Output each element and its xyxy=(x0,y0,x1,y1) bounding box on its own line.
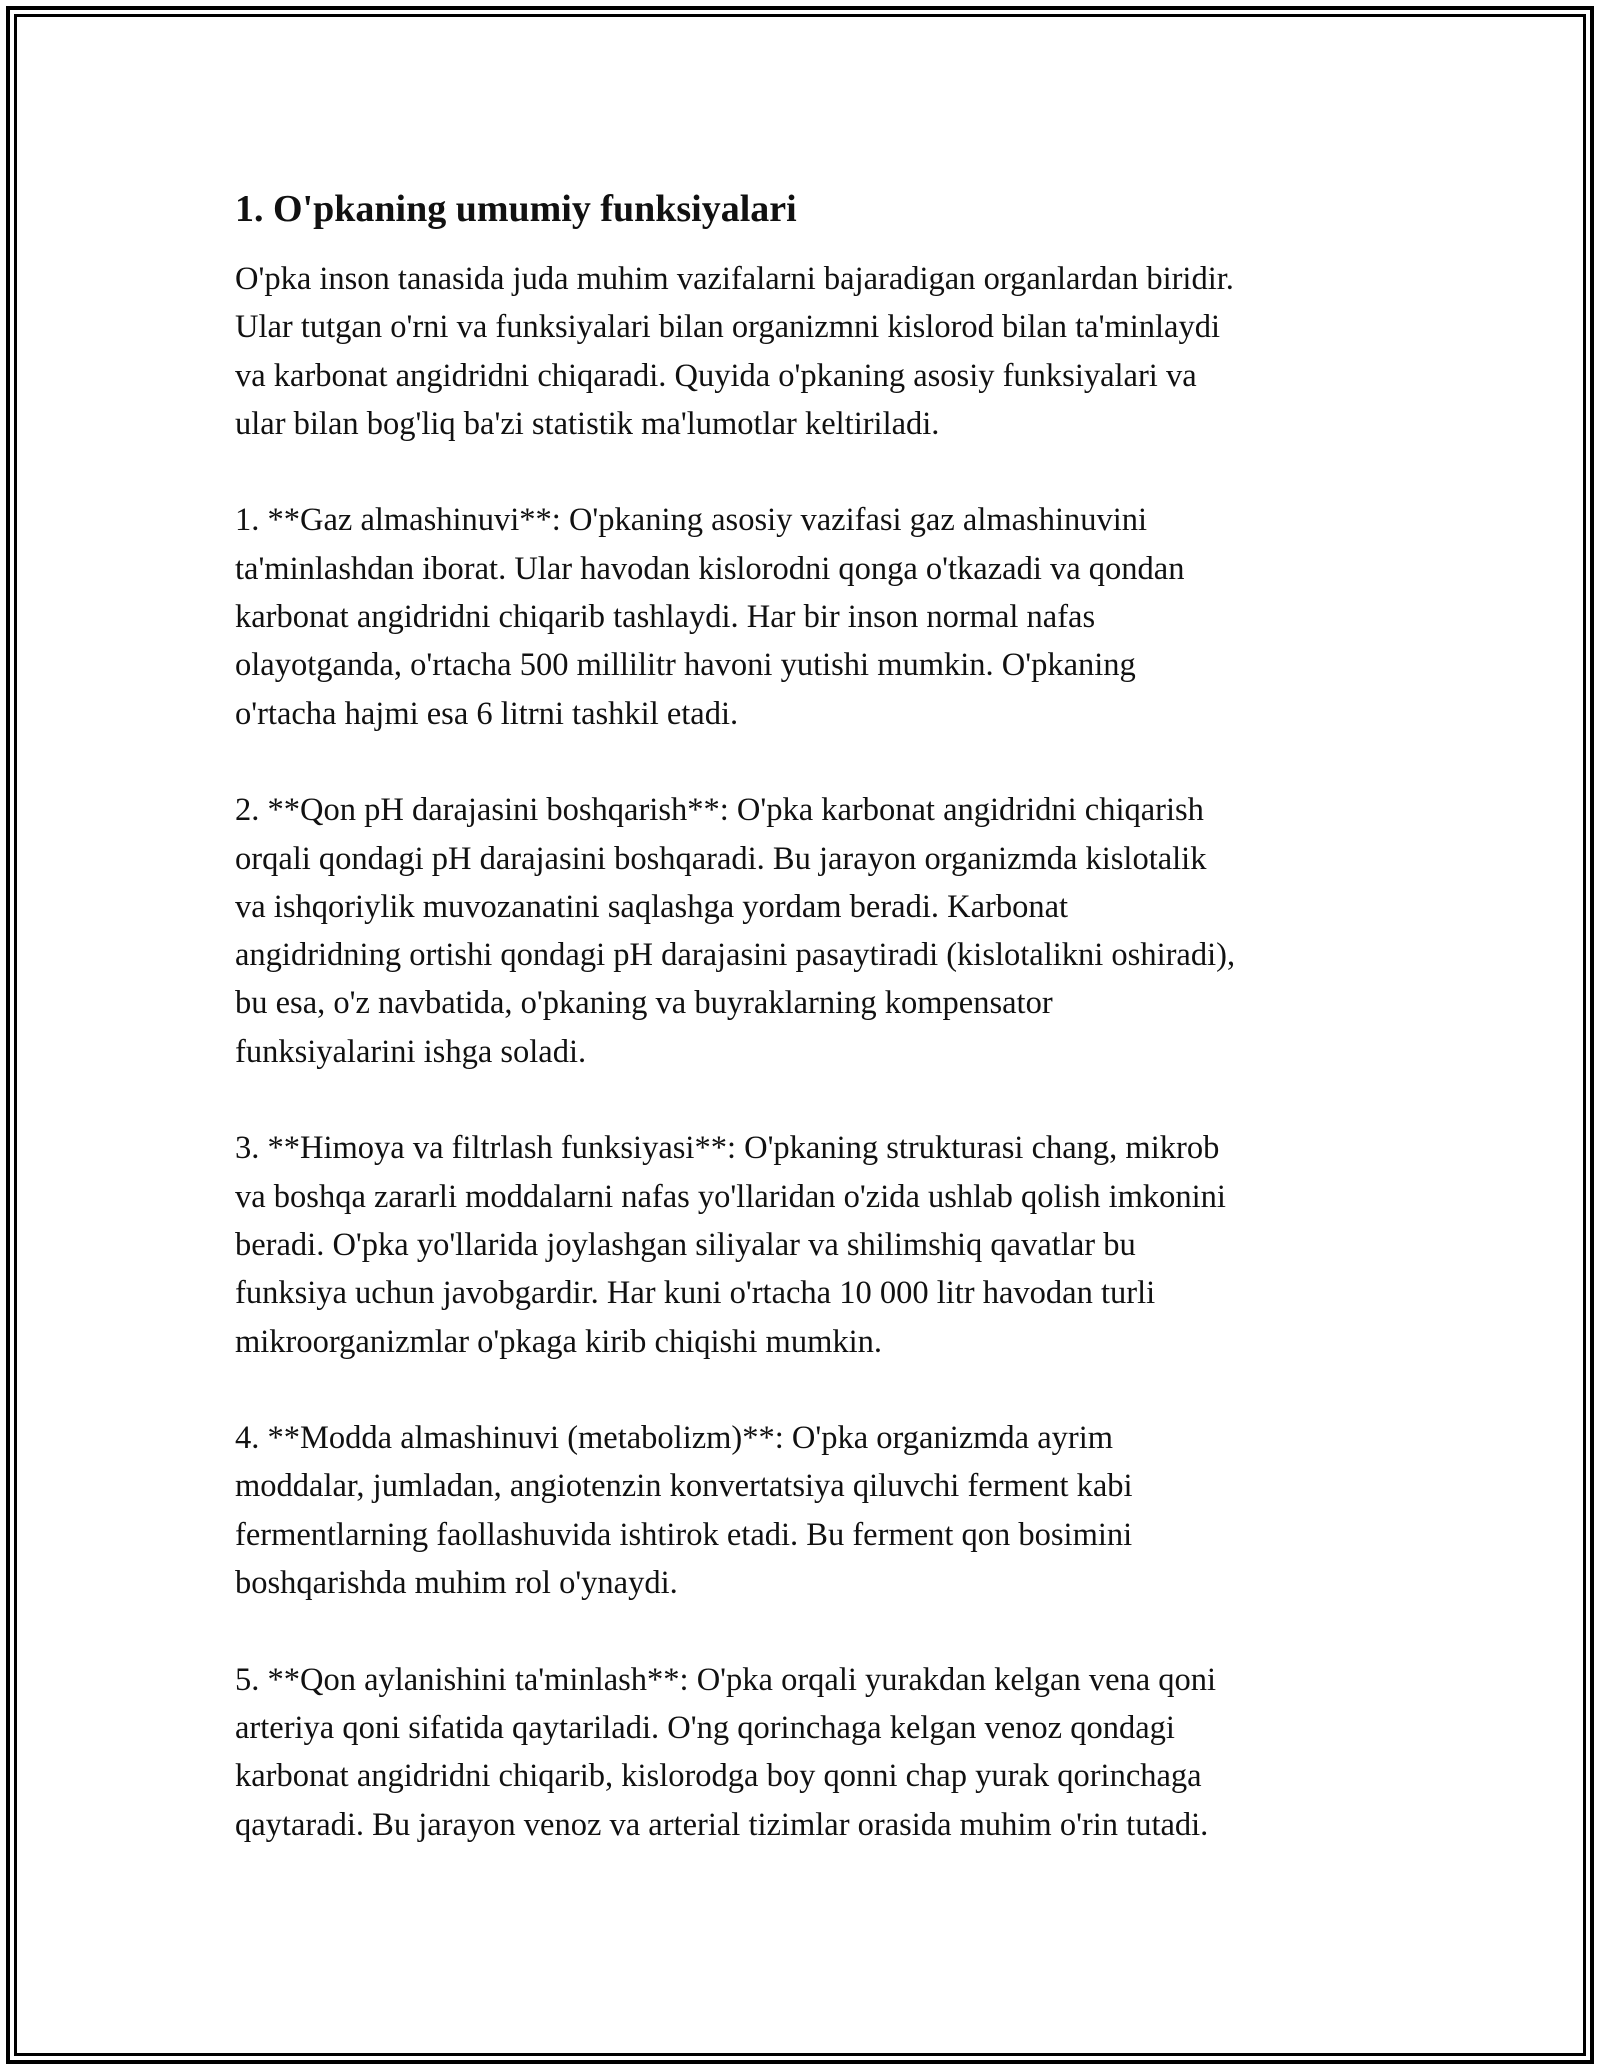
paragraph-spacer xyxy=(235,738,1375,786)
paragraph-spacer xyxy=(235,1607,1375,1655)
paragraph-spacer xyxy=(235,1366,1375,1414)
paragraph-spacer xyxy=(235,448,1375,496)
intro-paragraph: O'pka inson tanasida juda muhim vazifalarni bajaradigan organlardan biridir. Ular tutgan o'rni va funksiyalari bilan organizmni kislorod bilan ta'minlaydi va karbonat angidridni chiqaradi. Quyida o'pkaning asosiy funksiyalari va ular bilan bog'liq ba'zi statistik ma'lumotlar keltiriladi. xyxy=(235,261,1234,442)
item-metabolism: 4. **Modda almashinuvi (metabolizm)**: O'pka organizmda ayrim moddalar, jumladan, angiotenzin konvertatsiya qiluvchi ferment kabi fermentlarning faollashuvida ishtirok etadi. Bu ferment qon bosimini boshqarishda muhim rol o'ynaydi. xyxy=(235,1420,1133,1602)
document-body xyxy=(235,185,1375,1849)
item-protection-filtration: 3. **Himoya va filtrlash funksiyasi**: O'pkaning strukturasi chang, mikrob va boshqa zararli moddalarni nafas yo'llaridan o'zida ushlab qolish imkonini beradi. O'pka yo'llarida joylashgan siliyalar va shilimshiq qavatlar bu funksiya uchun javobgardir. Har kuni o'rtacha 10 000 litr havodan turli mikroorganizmlar o'pkaga kirib chiqishi mumkin. xyxy=(235,1130,1226,1360)
section-heading: 1. O'pkaning umumiy funksiyalari xyxy=(235,188,797,230)
paragraph-spacer xyxy=(235,1076,1375,1124)
item-circulation: 5. **Qon aylanishini ta'minlash**: O'pka orqali yurakdan kelgan vena qoni arteriya qoni sifatida qaytariladi. O'ng qorinchaga kelgan venoz qondagi karbonat angidridni chiqarib, kislorodga boy qonni chap yurak qorinchaga qaytaradi. Bu jarayon venoz va arterial tizimlar orasida muhim o'rin tutadi. xyxy=(235,1661,1217,1843)
item-blood-ph: 2. **Qon pH darajasini boshqarish**: O'pka karbonat angidridni chiqarish orqali qondagi pH darajasini boshqaradi. Bu jarayon organizmda kislotalik va ishqoriylik muvozanatini saqlashga yordam beradi. Karbonat angidridning ortishi qondagi pH darajasini pasaytiradi (kislotalikni oshiradi), bu esa, o'z navbatida, o'pkaning va buyraklarning kompensator funksiyalarini ishga soladi. xyxy=(235,792,1236,1070)
item-gas-exchange: 1. **Gaz almashinuvi**: O'pkaning asosiy vazifasi gaz almashinuvini ta'minlashdan iborat. Ular havodan kislorodni qonga o'tkazadi va qondan karbonat angidridni chiqarib tashlaydi. Har bir inson normal nafas olayotganda, o'rtacha 500 millilitr havoni yutishi mumkin. O'pkaning o'rtacha hajmi esa 6 litrni tashkil etadi. xyxy=(235,502,1185,732)
